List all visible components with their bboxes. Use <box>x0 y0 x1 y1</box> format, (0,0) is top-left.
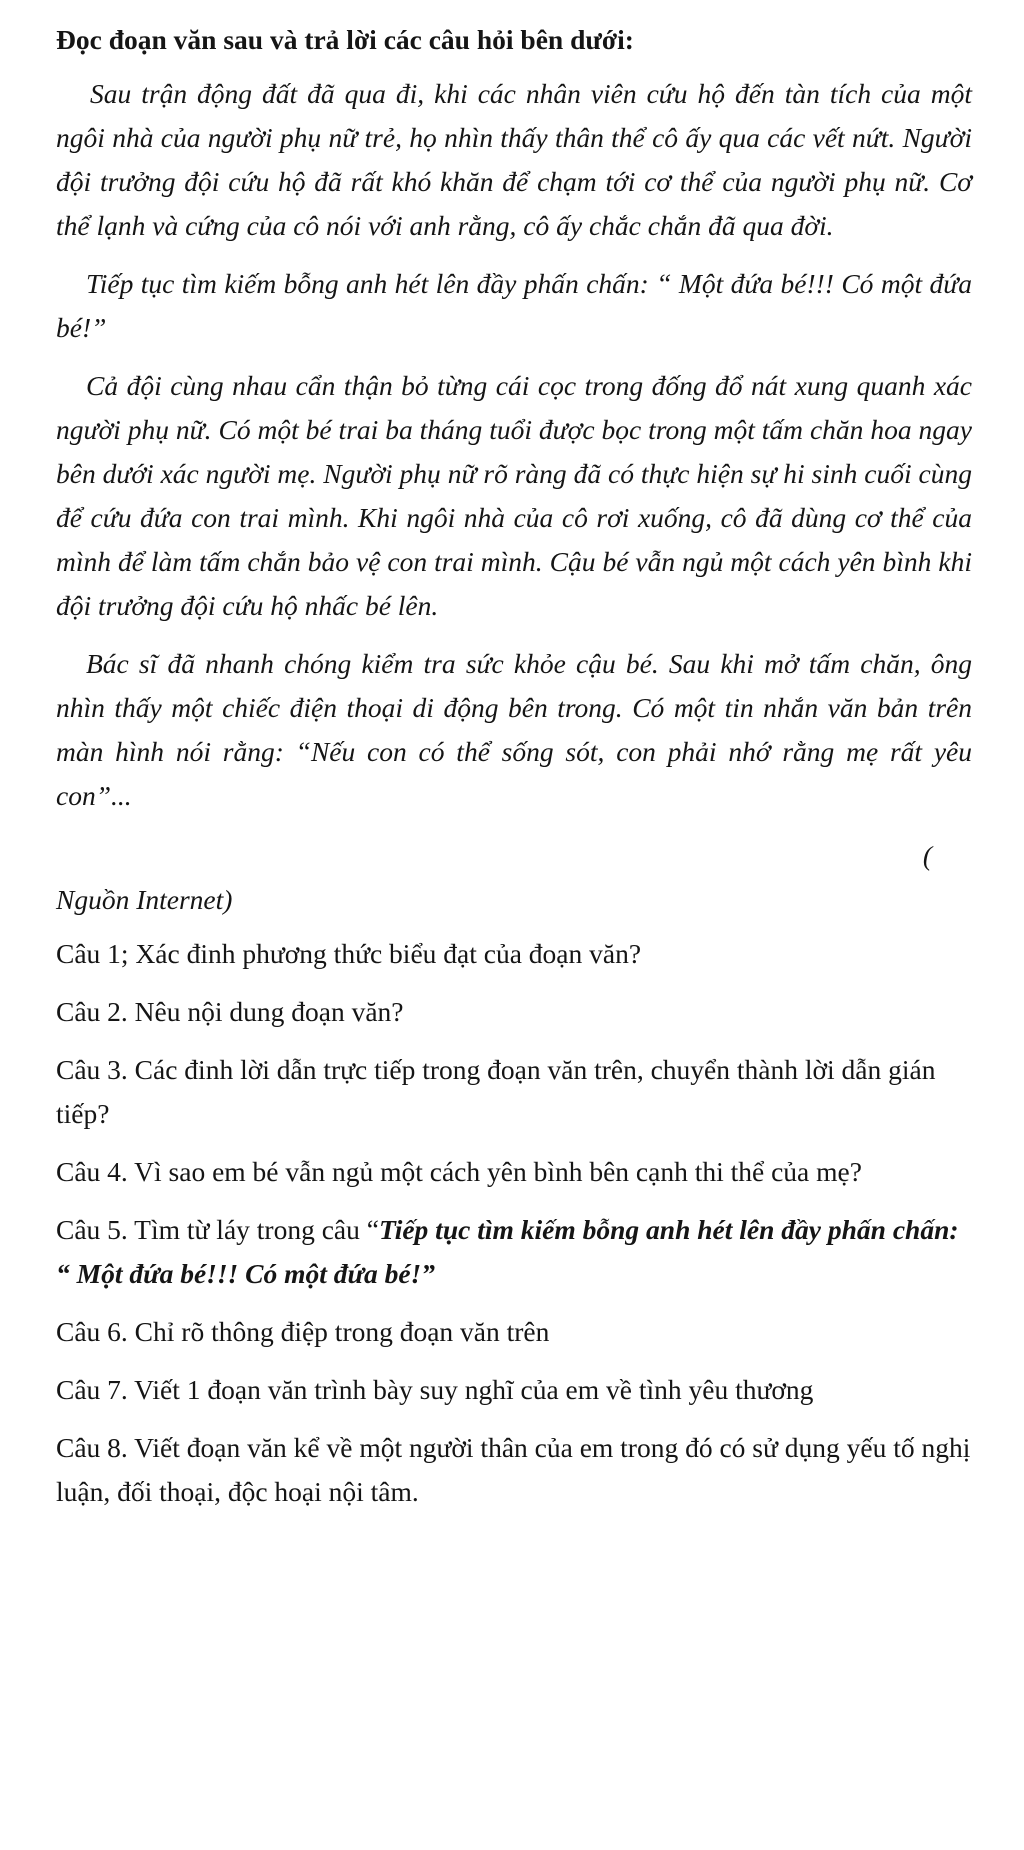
question-5-quote: Tiếp tục tìm kiếm bỗng anh hét lên đầy phấn chấn: “ Một đứa bé!!! Có một đứa bé!” <box>56 1214 959 1289</box>
question-5-prefix: Câu 5. Tìm từ láy trong câu “ <box>56 1214 379 1245</box>
story-paragraph-1: Sau trận động đất đã qua đi, khi các nhân viên cứu hộ đến tàn tích của một ngôi nhà của người phụ nữ trẻ, họ nhìn thấy thân thể cô ấy qua các vết nứt. Người đội trưởng đội cứu hộ đã rất khó khăn để chạm tới cơ thể của người phụ nữ. Cơ thể lạnh và cứng của cô nói với anh rằng, cô ấy chắc chắn đã qua đời. <box>56 78 972 241</box>
story-paragraph-3: Cả đội cùng nhau cẩn thận bỏ từng cái cọc trong đống đổ nát xung quanh xác người phụ nữ. Có một bé trai ba tháng tuổi được bọc trong một tấm chăn hoa ngay bên dưới xác người mẹ. Người phụ nữ rõ ràng đã có thực hiện sự hi sinh cuối cùng để cứu đứa con trai mình. Khi ngôi nhà của cô rơi xuống, cô đã dùng cơ thể của mình để làm tấm chắn bảo vệ con trai mình. Cậu bé vẫn ngủ một cách yên bình khi đội trưởng đội cứu hộ nhấc bé lên. <box>56 370 972 621</box>
question-6: Câu 6. Chỉ rõ thông điệp trong đoạn văn trên <box>56 1316 550 1347</box>
story-paragraph-4: Bác sĩ đã nhanh chóng kiểm tra sức khỏe cậu bé. Sau khi mở tấm chăn, ông nhìn thấy một chiếc điện thoại di động bên trong. Có một tin nhắn văn bản trên màn hình nói rằng: “Nếu con có thể sống sót, con phải nhớ rằng mẹ rất yêu con”... <box>56 648 972 811</box>
source-credit: Nguồn Internet) <box>56 884 233 915</box>
question-8: Câu 8. Viết đoạn văn kể về một người thân của em trong đó có sử dụng yếu tố nghị luận, đối thoại, độc hoại nội tâm. <box>56 1432 971 1507</box>
question-4: Câu 4. Vì sao em bé vẫn ngủ một cách yên bình bên cạnh thi thể của mẹ? <box>56 1156 862 1187</box>
instruction-heading: Đọc đoạn văn sau và trả lời các câu hỏi bên dưới: <box>56 24 634 55</box>
question-3: Câu 3. Các đinh lời dẫn trực tiếp trong đoạn văn trên, chuyển thành lời dẫn gián tiếp? <box>56 1054 936 1129</box>
story-paragraph-2: Tiếp tục tìm kiếm bỗng anh hét lên đầy phấn chấn: “ Một đứa bé!!! Có một đứa bé!” <box>56 268 972 343</box>
story-passage <box>56 72 972 818</box>
question-5 <box>56 1208 972 1296</box>
question-2: Câu 2. Nêu nội dung đoạn văn? <box>56 996 404 1027</box>
source-open-paren: ( <box>922 840 932 871</box>
question-1: Câu 1; Xác đinh phương thức biểu đạt của đoạn văn? <box>56 938 642 969</box>
question-7: Câu 7. Viết 1 đoạn văn trình bày suy nghĩ của em về tình yêu thương <box>56 1374 814 1405</box>
question-list <box>56 932 972 1514</box>
